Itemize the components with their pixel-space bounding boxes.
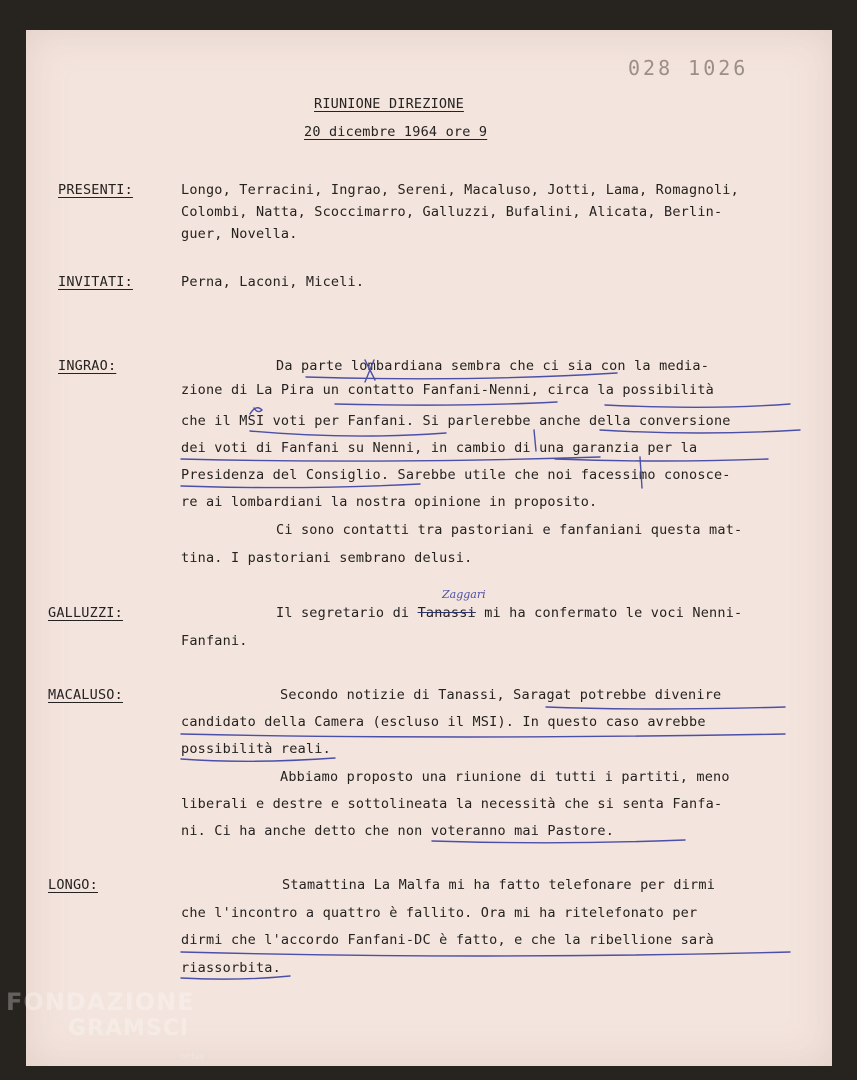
longo-label: LONGO: [48,877,98,893]
longo-line: riassorbita. [181,960,281,976]
ingrao-line: Ci sono contatti tra pastoriani e fanfaniani questa mat- [276,522,743,538]
underline-mark [432,840,685,843]
underline-mark [181,758,335,761]
macaluso-label: MACALUSO: [48,687,123,703]
underline-mark [335,402,557,405]
ingrao-line: zione di La Pira un contatto Fanfani-Nenni, circa la possibilità [181,382,714,398]
underline-mark [306,373,617,379]
underline-mark [181,976,290,979]
underline-mark [181,952,790,956]
underline-mark [181,457,600,461]
underline-mark [181,734,785,737]
galluzzi-text-before: Il segretario di [276,605,418,621]
longo-line: che l'incontro a quattro è fallito. Ora mi ha ritelefonato per [181,905,698,921]
struck-word: Tanassi [417,605,476,621]
ingrao-label: INGRAO: [58,358,117,374]
ingrao-line: re ai lombardiani la nostra opinione in proposito. [181,494,598,510]
galluzzi-line: Fanfani. [181,633,248,649]
insertion-mark [640,457,642,488]
watermark-line: FONDAZIONE [6,988,195,1016]
invitati-text: Perna, Laconi, Miceli. [181,274,365,290]
macaluso-line: Secondo notizie di Tanassi, Saragat potrebbe divenire [280,687,722,703]
macaluso-line: ni. Ci ha anche detto che non voteranno mai Pastore. [181,823,615,839]
presenti-line: Longo, Terracini, Ingrao, Sereni, Macaluso, Jotti, Lama, Romagnoli, [181,182,739,198]
archive-code: 028 1026 [628,56,749,80]
underline-mark [546,707,785,709]
underline-mark [555,459,768,461]
insertion-mark [534,430,536,451]
macaluso-line: possibilità reali. [181,741,331,757]
ingrao-line: dei voti di Fanfani su Nenni, in cambio di una garanzia per la [181,440,698,456]
document-title: RIUNIONE DIREZIONE [314,96,464,112]
underline-mark [600,430,800,433]
macaluso-line: candidato della Camera (escluso il MSI). In questo caso avrebbe [181,714,706,730]
underline-mark [250,431,446,436]
underline-mark [605,404,790,407]
underline-mark [181,484,420,488]
longo-line: dirmi che l'accordo Fanfani-DC è fatto, e che la ribellione sarà [181,932,714,948]
galluzzi-text-after: mi ha confermato le voci Nenni- [475,605,743,621]
watermark-line: GRAMSCI [68,1016,190,1041]
presenti-line: guer, Novella. [181,226,298,242]
presenti-line: Colombi, Natta, Scoccimarro, Galluzzi, Bufalini, Alicata, Berlin- [181,204,723,220]
ingrao-line: tina. I pastoriani sembrano delusi. [181,550,473,566]
document-date: 20 dicembre 1964 ore 9 [304,124,488,140]
correction-mark [250,408,262,414]
macaluso-line: liberali e destre e sottolineata la necessità che si senta Fanfa- [181,796,723,812]
longo-line: Stamattina La Malfa mi ha fatto telefonare per dirmi [282,877,716,893]
macaluso-line: Abbiamo proposto una riunione di tutti i partiti, meno [280,769,730,785]
ingrao-line: Presidenza del Consiglio. Sarebbe utile che noi facessimo conosce- [181,467,731,483]
galluzzi-label: GALLUZZI: [48,605,123,621]
ingrao-line: Da parte lombardiana sembra che ci sia con la media- [276,358,710,374]
ingrao-line: che il MSI voti per Fanfani. Si parlerebbe anche della conversione [181,413,731,429]
invitati-label: INVITATI: [58,274,133,290]
handwritten-correction: Zaggari [442,588,486,601]
presenti-label: PRESENTI: [58,182,133,198]
watermark-line: onlus [180,1052,205,1062]
